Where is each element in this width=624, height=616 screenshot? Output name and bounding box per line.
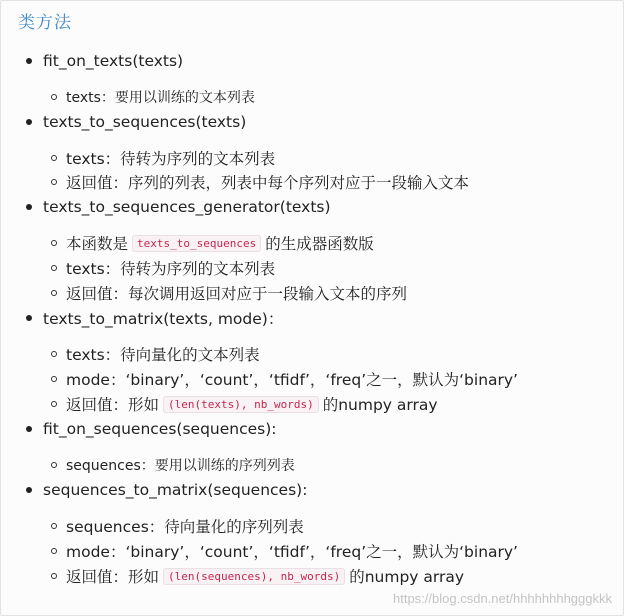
method-detail <box>51 233 374 253</box>
bullet-circle-icon <box>51 573 57 579</box>
watermark: https://blog.csdn.net/hhhhhhhhgggkkk <box>393 591 612 606</box>
item-text: 返回值：每次调用返回对应于一段输入文本的序列 <box>66 285 408 303</box>
method-item <box>26 112 246 132</box>
item-text: texts_to_sequences_generator(texts) <box>43 198 331 216</box>
method-detail <box>51 369 518 389</box>
bullet-disc-icon <box>26 315 32 321</box>
bullet-disc-icon <box>26 426 32 432</box>
item-text: texts：待向量化的文本列表 <box>66 346 260 364</box>
section-title: 类方法 <box>18 13 72 33</box>
inline-code: texts_to_sequences <box>132 235 261 252</box>
method-detail <box>51 283 407 303</box>
bullet-circle-icon <box>51 155 57 161</box>
method-item <box>26 308 283 328</box>
item-text: texts：要用以训练的文本列表 <box>66 90 255 106</box>
method-detail <box>51 344 260 364</box>
inline-code: (len(sequences), nb_words) <box>163 568 345 585</box>
item-text: mode：‘binary’，‘count’，‘tfidf’，‘freq’之一，默认为‘binary’ <box>66 371 518 389</box>
item-text: 返回值：形如 <box>66 568 160 586</box>
bullet-circle-icon <box>51 401 57 407</box>
item-text: 的numpy array <box>322 396 438 414</box>
item-text: texts_to_sequences(texts) <box>43 113 247 131</box>
item-text: texts：待转为序列的文本列表 <box>66 260 276 278</box>
method-item <box>26 197 331 217</box>
item-text: mode：‘binary’，‘count’，‘tfidf’，‘freq’之一，默认为‘binary’ <box>66 543 518 561</box>
bullet-disc-icon <box>26 58 32 64</box>
method-item <box>26 51 183 71</box>
item-text: 的生成器函数版 <box>265 235 374 253</box>
method-detail <box>51 258 275 278</box>
item-text: texts：待转为序列的文本列表 <box>66 150 276 168</box>
bullet-circle-icon <box>51 179 57 185</box>
bullet-disc-icon <box>26 204 32 210</box>
item-text: sequences_to_matrix(sequences): <box>43 481 308 499</box>
method-detail <box>51 172 469 192</box>
item-text: 返回值：形如 <box>66 396 160 414</box>
bullet-circle-icon <box>51 523 57 529</box>
bullet-disc-icon <box>26 119 32 125</box>
bullet-disc-icon <box>26 487 32 493</box>
inline-code: (len(texts), nb_words) <box>163 396 319 413</box>
item-text: fit_on_texts(texts) <box>43 52 184 70</box>
method-detail <box>51 455 295 475</box>
item-text: 本函数是 <box>66 235 129 253</box>
bullet-circle-icon <box>51 548 57 554</box>
method-detail <box>51 516 304 536</box>
item-text: fit_on_sequences(sequences): <box>43 420 277 438</box>
item-text: sequences：待向量化的序列列表 <box>66 518 304 536</box>
item-text: 的numpy array <box>349 568 465 586</box>
method-detail <box>51 87 255 107</box>
method-item <box>26 419 277 439</box>
method-detail <box>51 148 275 168</box>
bullet-circle-icon <box>51 462 57 468</box>
item-text: 返回值：序列的列表，列表中每个序列对应于一段输入文本 <box>66 174 470 192</box>
bullet-circle-icon <box>51 290 57 296</box>
bullet-circle-icon <box>51 376 57 382</box>
bullet-circle-icon <box>51 94 57 100</box>
item-text: texts_to_matrix(texts, mode)： <box>43 310 284 328</box>
item-text: sequences：要用以训练的序列列表 <box>66 458 295 474</box>
method-detail <box>51 566 464 586</box>
method-detail <box>51 394 438 414</box>
bullet-circle-icon <box>51 351 57 357</box>
method-detail <box>51 541 518 561</box>
method-item <box>26 480 307 500</box>
bullet-circle-icon <box>51 265 57 271</box>
bullet-circle-icon <box>51 240 57 246</box>
